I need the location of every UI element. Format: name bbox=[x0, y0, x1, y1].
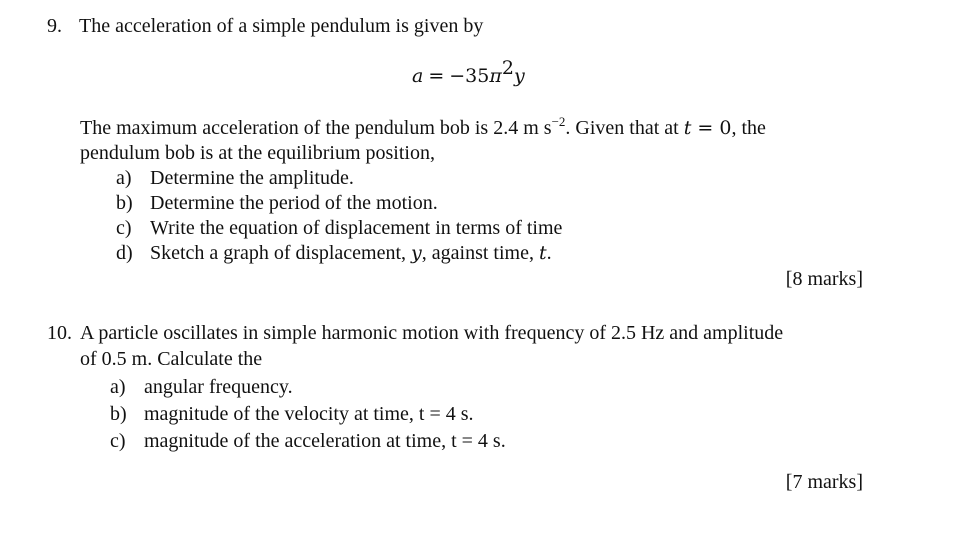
part-label: c) bbox=[110, 430, 126, 452]
body-text: The maximum acceleration of the pendulum bob is 2.4 m s bbox=[80, 117, 552, 139]
question-10-part-c bbox=[110, 429, 506, 454]
body-text: pendulum bob is at the equilibrium position, bbox=[80, 142, 435, 164]
question-9-part-d bbox=[116, 241, 552, 266]
variable-y: y bbox=[411, 242, 422, 264]
unit-exponent: −2 bbox=[551, 114, 566, 129]
equation-pi: π bbox=[489, 65, 502, 87]
question-number: 10. bbox=[47, 322, 72, 344]
part-label: c) bbox=[116, 217, 132, 239]
variable-t: t bbox=[538, 242, 547, 264]
equation-coefficient: −35 bbox=[449, 65, 490, 87]
variable-t: t bbox=[683, 117, 692, 139]
question-9-body-line-2 bbox=[80, 141, 435, 166]
equation-equals: = bbox=[428, 65, 445, 87]
equation-exponent: 2 bbox=[501, 57, 514, 79]
part-text: magnitude of the acceleration at time, t = 4 s. bbox=[144, 430, 506, 452]
part-label: b) bbox=[110, 403, 127, 425]
question-stem: of 0.5 m. Calculate the bbox=[80, 348, 263, 370]
question-9-part-a bbox=[116, 166, 354, 191]
part-text: angular frequency. bbox=[144, 376, 293, 398]
question-10-line-1 bbox=[47, 321, 783, 346]
question-10-part-a bbox=[110, 375, 293, 400]
part-text: Determine the amplitude. bbox=[150, 167, 354, 189]
question-9-part-b bbox=[116, 191, 438, 216]
question-9-body-line-1 bbox=[80, 116, 766, 141]
part-text: Write the equation of displacement in terms of time bbox=[150, 217, 563, 239]
equation-variable: y bbox=[513, 65, 525, 87]
question-10-part-b bbox=[110, 402, 474, 427]
part-text: , against time, bbox=[421, 242, 539, 264]
part-text: Sketch a graph of displacement, bbox=[150, 242, 412, 264]
acceleration-equation bbox=[412, 57, 525, 89]
part-label: a) bbox=[110, 376, 126, 398]
t-equals-zero: = 0 bbox=[691, 117, 732, 139]
question-9-stem-line bbox=[47, 14, 483, 39]
part-label: a) bbox=[116, 167, 132, 189]
question-stem: The acceleration of a simple pendulum is given by bbox=[79, 15, 484, 37]
equation-lhs: a bbox=[412, 65, 424, 87]
body-text: , the bbox=[731, 117, 766, 139]
question-number: 9. bbox=[47, 15, 62, 37]
body-text: . Given that at bbox=[565, 117, 684, 139]
question-9-marks: [8 marks] bbox=[785, 268, 863, 290]
part-label: d) bbox=[116, 242, 133, 264]
question-9-part-c bbox=[116, 216, 562, 241]
question-10-marks: [7 marks] bbox=[785, 471, 863, 493]
part-text: Determine the period of the motion. bbox=[150, 192, 438, 214]
question-stem: A particle oscillates in simple harmonic motion with frequency of 2.5 Hz and amplitude bbox=[80, 322, 784, 344]
part-label: b) bbox=[116, 192, 133, 214]
part-text: . bbox=[546, 242, 552, 264]
question-10-line-2 bbox=[80, 347, 262, 372]
part-text: magnitude of the velocity at time, t = 4 s. bbox=[144, 403, 474, 425]
